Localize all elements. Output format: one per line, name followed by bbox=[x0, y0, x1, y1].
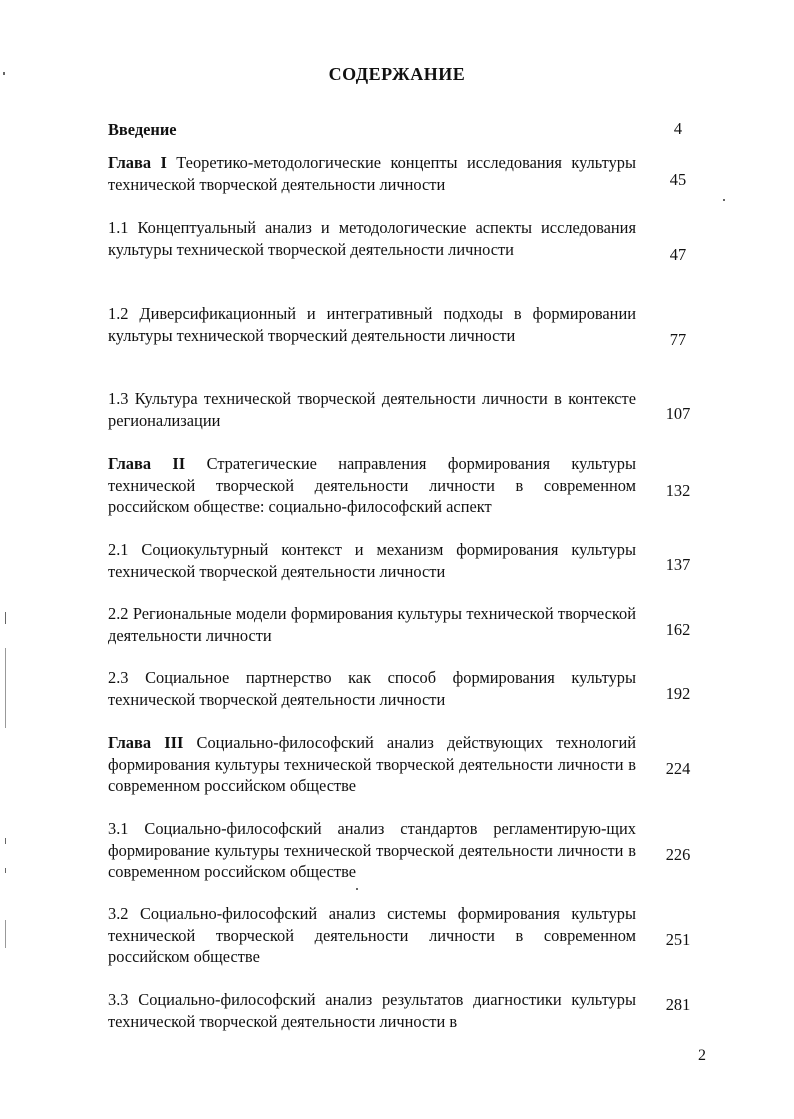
toc-entry-text: 3.2 Социально-философский анализ системы формирования культуры технической творческой деятельности личности в современном российском обществе bbox=[108, 904, 636, 966]
toc-entry-2-2 bbox=[108, 603, 636, 646]
toc-entry-text: 2.3 Социальное партнерство как способ формирования культуры технической творческой деятельности личности bbox=[108, 668, 636, 709]
toc-entry-text: 3.1 Социально-философский анализ стандартов регламентирую-щих формирование культуры технической творческой деятельности личности в современном российском обществе bbox=[108, 819, 636, 881]
toc-entry-text: 1.1 Концептуальный анализ и методологические аспекты исследования культуры технической творческой деятельности личности bbox=[108, 218, 636, 259]
toc-entry-page: 251 bbox=[665, 930, 691, 949]
scan-speck bbox=[5, 920, 6, 948]
toc-entry-page: 132 bbox=[665, 481, 691, 500]
toc-entry-text: 2.2 Региональные модели формирования культуры технической творческой деятельности личности bbox=[108, 604, 636, 645]
scan-speck bbox=[5, 868, 6, 873]
toc-entry-intro bbox=[108, 119, 636, 141]
scan-speck bbox=[723, 199, 725, 201]
toc-entry-label: Глава I bbox=[108, 153, 167, 172]
toc-entry-page: 4 bbox=[673, 119, 683, 138]
toc-entry-chapter-2 bbox=[108, 453, 636, 518]
toc-entry-page: 47 bbox=[669, 245, 687, 264]
toc-entry-page: 281 bbox=[665, 995, 691, 1014]
toc-entry-page: 45 bbox=[669, 170, 687, 189]
toc-entry-text: 1.2 Диверсификационный и интегративный подходы в формировании культуры технической творческий деятельности личности bbox=[108, 304, 636, 345]
toc-entry-text: Теоретико-методологические концепты исследования культуры технической творческой деятельности личности bbox=[108, 153, 636, 194]
toc-entry-3-3 bbox=[108, 989, 636, 1032]
toc-entry-label: Глава II bbox=[108, 454, 186, 473]
toc-entry-chapter-3 bbox=[108, 732, 636, 797]
toc-entry-text: 1.3 Культура технической творческой деятельности личности в контексте регионализации bbox=[108, 389, 636, 430]
page-number: 2 bbox=[698, 1047, 706, 1064]
toc-entry-label: Глава III bbox=[108, 733, 184, 752]
toc-entry-page: 226 bbox=[665, 845, 691, 864]
toc-entry-text: 2.1 Социокультурный контекст и механизм формирования культуры технической творческой деятельности личности bbox=[108, 540, 636, 581]
toc-entry-2-3 bbox=[108, 667, 636, 710]
scan-speck bbox=[5, 612, 6, 624]
toc-entry-text: Социально-философский анализ действующих технологий формирования культуры технической творческой деятельности личности в современном российском обществе bbox=[108, 733, 637, 795]
scan-speck bbox=[5, 838, 6, 844]
toc-entry-page: 162 bbox=[665, 620, 691, 639]
toc-entry-label: Введение bbox=[108, 120, 177, 139]
toc-entry-2-1 bbox=[108, 539, 636, 582]
toc-entry-chapter-1 bbox=[108, 152, 636, 195]
scan-speck bbox=[3, 72, 5, 75]
toc-entry-3-2 bbox=[108, 903, 636, 968]
toc-entry-3-1 bbox=[108, 818, 636, 883]
toc-entry-page: 77 bbox=[669, 330, 687, 349]
toc-entry-page: 107 bbox=[665, 404, 691, 423]
toc-entry-page: 137 bbox=[665, 555, 691, 574]
toc-entry-text: 3.3 Социально-философский анализ результатов диагностики культуры технической творческой деятельности личности в bbox=[108, 990, 636, 1031]
toc-entry-page: 224 bbox=[665, 759, 691, 778]
toc-entry-page: 192 bbox=[665, 684, 691, 703]
page-title: СОДЕРЖАНИЕ bbox=[328, 64, 466, 84]
scan-speck bbox=[5, 648, 6, 728]
scan-speck bbox=[356, 888, 358, 890]
toc-entry-text: Стратегические направления формирования культуры технической творческой деятельности личности в современном российском обществе: социально-философский аспект bbox=[108, 454, 636, 516]
toc-entry-1-1 bbox=[108, 217, 636, 260]
toc-entry-1-2 bbox=[108, 303, 636, 346]
toc-entry-1-3 bbox=[108, 388, 636, 431]
